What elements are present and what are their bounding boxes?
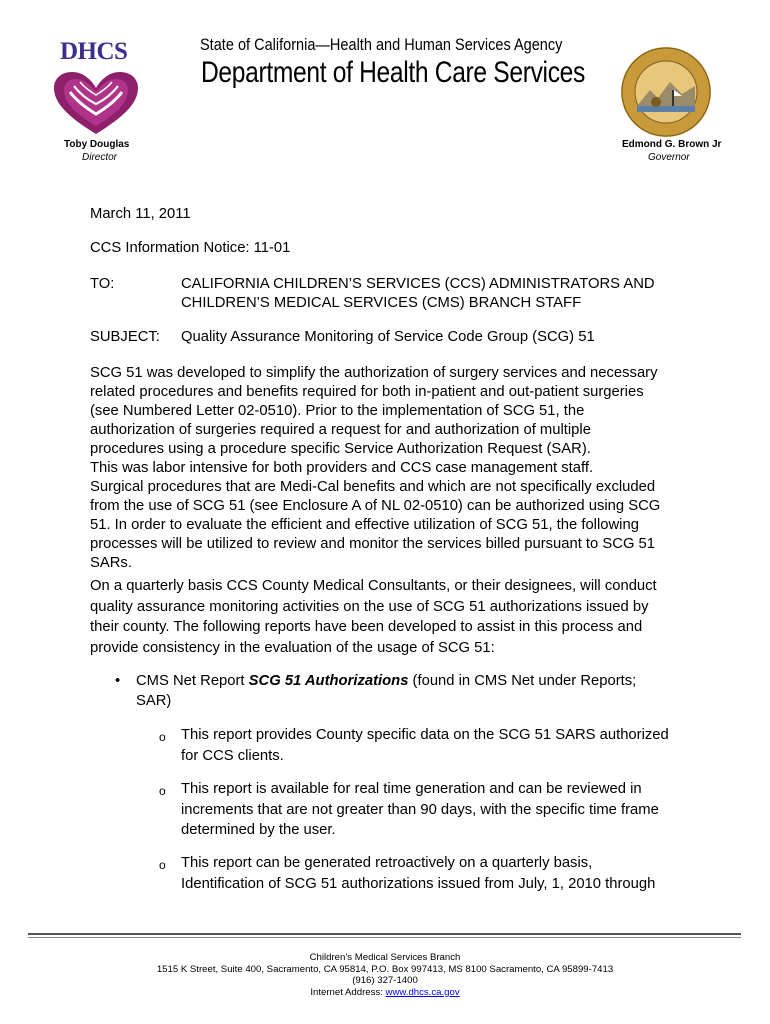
footer-address: 1515 K Street, Suite 400, Sacramento, CA 95814, P.O. Box 997413, MS 8100 Sacramento, CA 95899-7413 bbox=[156, 963, 614, 975]
paragraph-line: their county. The following reports have been developed to assist in this process and bbox=[90, 619, 643, 635]
governor-name: Edmond G. Brown Jr bbox=[622, 139, 722, 150]
footer-branch: Children’s Medical Services Branch bbox=[309, 952, 461, 963]
to-line: CHILDREN’S MEDICAL SERVICES (CMS) BRANCH STAFF bbox=[181, 295, 582, 311]
footer-divider bbox=[28, 937, 741, 938]
to-recipients bbox=[181, 275, 655, 313]
sub-bullet-line: determined by the user. bbox=[181, 822, 336, 838]
department-title: Department of Health Care Services bbox=[201, 56, 585, 89]
bullet-marker: • bbox=[115, 673, 121, 689]
bullet-item bbox=[136, 672, 636, 711]
paragraph-1 bbox=[90, 364, 660, 573]
paragraph-line: procedures using a procedure specific Service Authorization Request (SAR). bbox=[90, 441, 591, 457]
director-name: Toby Douglas bbox=[64, 139, 130, 150]
bullet-line bbox=[136, 672, 636, 692]
paragraph-line: This was labor intensive for both providers and CCS case management staff. bbox=[90, 460, 594, 476]
sub-bullet-marker: o bbox=[159, 858, 166, 872]
letter-date: March 11, 2011 bbox=[90, 206, 191, 222]
footer-internet bbox=[0, 987, 770, 999]
sub-bullet-line: Identification of SCG 51 authorizations issued from July, 1, 2010 through bbox=[181, 875, 656, 892]
paragraph-line: On a quarterly basis CCS County Medical Consultants, or their designees, will conduct bbox=[90, 578, 657, 594]
report-name: SCG 51 Authorizations bbox=[248, 673, 409, 689]
bullet-line: SAR) bbox=[136, 692, 172, 709]
sub-bullet-3 bbox=[181, 853, 655, 894]
paragraph-line: (see Numbered Letter 02-0510). Prior to the implementation of SCG 51, the bbox=[90, 403, 585, 419]
sub-bullet-line: This report can be generated retroactively on a quarterly basis, bbox=[181, 855, 593, 871]
bullet-suffix: (found in CMS Net under Reports; bbox=[408, 673, 637, 689]
director-title: Director bbox=[82, 152, 118, 163]
sub-bullet-line: for CCS clients. bbox=[181, 747, 284, 764]
agency-name: State of California—Health and Human Services Agency bbox=[200, 36, 563, 54]
heart-hands-icon bbox=[50, 70, 142, 136]
to-line: CALIFORNIA CHILDREN’S SERVICES (CCS) ADMINISTRATORS AND bbox=[181, 276, 655, 292]
sub-bullet-line: This report is available for real time generation and can be reviewed in bbox=[181, 781, 642, 797]
paragraph-line: quality assurance monitoring activities on the use of SCG 51 authorizations issued by bbox=[90, 598, 649, 615]
information-notice: CCS Information Notice: 11-01 bbox=[90, 240, 291, 256]
to-label: TO: bbox=[90, 276, 115, 292]
subject-label: SUBJECT: bbox=[90, 329, 160, 345]
paragraph-line: 51. In order to evaluate the efficient and effective utilization of SCG 51, the following bbox=[90, 517, 639, 533]
paragraph-line: SARs. bbox=[90, 555, 132, 571]
sub-bullet-marker: o bbox=[159, 784, 166, 798]
sub-bullet-marker: o bbox=[159, 730, 166, 744]
footer-phone: (916) 327-1400 bbox=[352, 975, 418, 986]
dhcs-logo-text: DHCS bbox=[60, 38, 128, 65]
website-link[interactable]: www.dhcs.ca.gov bbox=[385, 986, 460, 998]
footer-divider bbox=[28, 933, 741, 935]
paragraph-line: SCG 51 was developed to simplify the authorization of surgery services and necessary bbox=[90, 365, 658, 381]
sub-bullet-line: increments that are not greater than 90 days, with the specific time frame bbox=[181, 801, 659, 818]
paragraph-line: provide consistency in the evaluation of the usage of SCG 51: bbox=[90, 639, 495, 656]
sub-bullet-2 bbox=[181, 779, 659, 841]
dhcs-logo bbox=[46, 38, 146, 138]
paragraph-2 bbox=[90, 576, 657, 658]
california-state-seal-icon bbox=[620, 46, 712, 138]
internet-address-label: Internet Address: bbox=[310, 986, 386, 998]
paragraph-line: processes will be utilized to review and monitor the services billed pursuant to SCG 51 bbox=[90, 536, 656, 552]
footer bbox=[0, 952, 770, 998]
governor-title: Governor bbox=[648, 152, 690, 163]
sub-bullet-line: This report provides County specific data on the SCG 51 SARS authorized bbox=[181, 727, 669, 743]
paragraph-line: from the use of SCG 51 (see Enclosure A of NL 02-0510) can be authorized using SCG bbox=[90, 498, 661, 514]
bullet-prefix: CMS Net Report bbox=[136, 673, 249, 689]
sub-bullet-1 bbox=[181, 725, 669, 766]
subject-text: Quality Assurance Monitoring of Service Code Group (SCG) 51 bbox=[181, 329, 595, 345]
paragraph-line: authorization of surgeries required a request for and authorization of multiple bbox=[90, 422, 591, 438]
paragraph-line: related procedures and benefits required for both in-patient and out-patient surgeries bbox=[90, 384, 644, 400]
paragraph-line: Surgical procedures that are Medi-Cal benefits and which are not specifically excluded bbox=[90, 479, 656, 495]
